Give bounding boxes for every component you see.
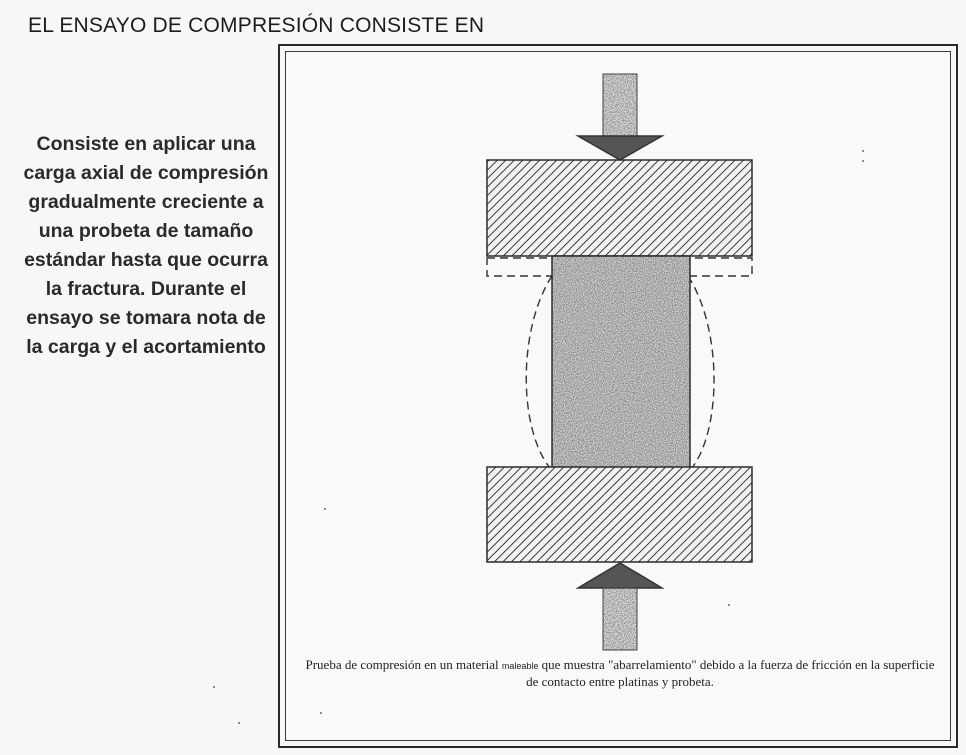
scan-speck — [862, 150, 864, 152]
scan-speck — [320, 712, 322, 714]
specimen — [552, 256, 690, 468]
scan-speck — [862, 160, 864, 162]
scan-speck — [728, 604, 730, 606]
description-text: Consiste en aplicar una carga axial de compresión gradualmente creciente a una probeta de tamaño estándar hasta que ocurra la fractura. Durante el ensayo se tomara nota de la carga y el acortamiento — [23, 133, 269, 358]
arrow-down-icon — [578, 74, 662, 160]
bottom-platen — [487, 467, 752, 562]
slide-title: EL ENSAYO DE COMPRESIÓN CONSISTE EN — [28, 14, 485, 37]
figure-caption — [300, 657, 940, 689]
scan-speck — [324, 508, 326, 510]
caption-small-word: maleable — [501, 661, 539, 671]
caption-part2: que muestra "abarrelamiento" debido a la fuerza de fricción en la superficie de contacto entre platinas y probeta. — [526, 657, 935, 689]
scan-speck — [238, 722, 240, 724]
arrow-up-icon — [578, 563, 662, 650]
top-platen — [487, 160, 752, 256]
caption-part1: Prueba de compresión en un material — [305, 657, 499, 672]
compression-test-diagram — [470, 68, 770, 658]
scan-speck — [213, 686, 215, 688]
